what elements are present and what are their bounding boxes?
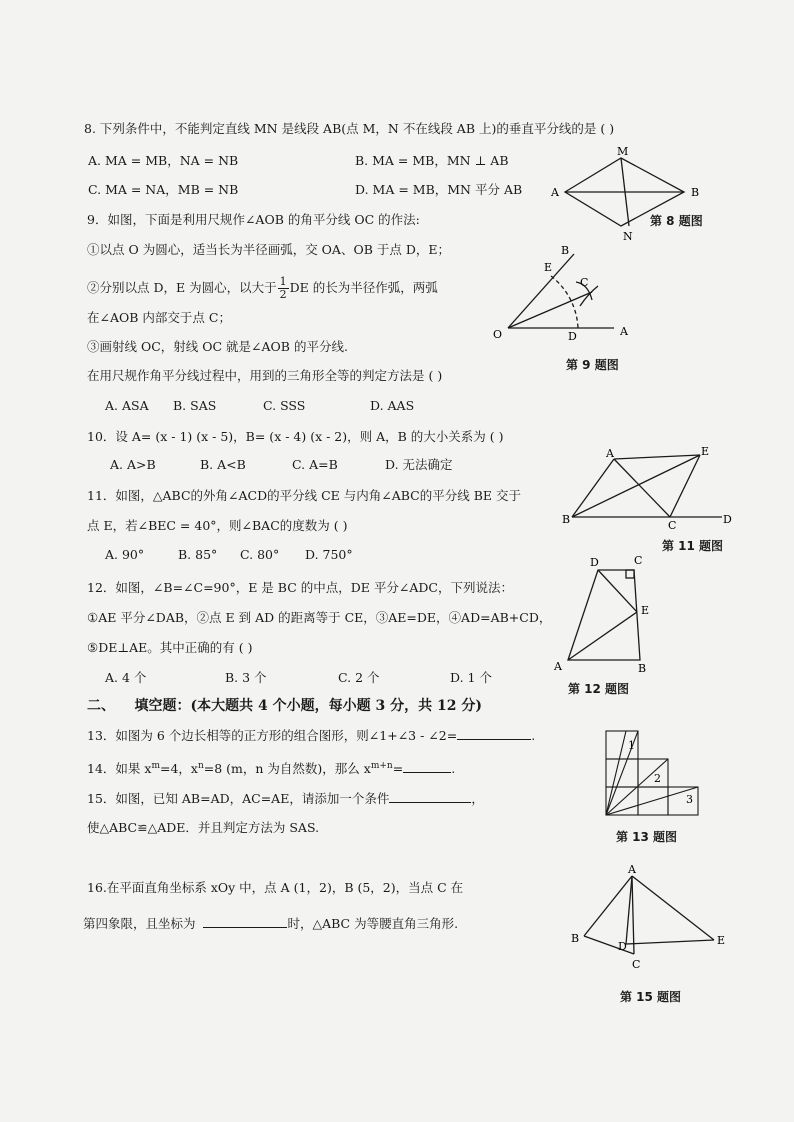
q12-option-d: D. 1 个 <box>450 670 492 685</box>
q11-label-d: D <box>723 513 732 526</box>
q13-answer-blank[interactable] <box>457 727 531 740</box>
q11-stem1: 11．如图，△ABC的外角∠ACD的平分线 CE 与内角∠ABC的平分线 BE 交于 <box>87 488 521 503</box>
q15-stem: 15．如图，已知 AB=AD，AC=AE，请添加一个条件 <box>87 791 390 806</box>
q10-stem: 10．设 A= (x - 1) (x - 5)，B= (x - 4) (x - 2)，则 A，B 的大小关系为 ( ) <box>87 429 504 444</box>
q14-tail: . <box>451 761 456 777</box>
q8-figure <box>545 146 715 246</box>
q11-segment-ae <box>614 455 700 459</box>
q13-figure <box>600 727 704 823</box>
q14-post: = <box>392 761 404 777</box>
q12-trapezoid <box>568 570 640 660</box>
q9-stem: 9．如图，下面是利用尺规作∠AOB 的角平分线 OC 的作法: <box>87 212 420 227</box>
q12-figure <box>548 552 663 677</box>
q8-option-b: B. MA = MB，MN ⊥ AB <box>355 153 509 168</box>
q10-option-d: D. 无法确定 <box>385 457 453 472</box>
q15-line1 <box>87 790 484 807</box>
q8-option-d: D. MA = MB，MN 平分 AB <box>355 182 523 197</box>
q14-line <box>87 758 455 777</box>
q9-option-a: A. ASA <box>105 398 149 413</box>
q9-label-c: C <box>580 276 589 289</box>
q9-option-c: C. SSS <box>263 398 306 413</box>
q9-step2 <box>87 276 438 301</box>
q12-right-angle-c <box>626 570 634 578</box>
q9-frac-num: 1 <box>279 275 287 288</box>
q15-segment-ad <box>626 876 632 944</box>
q8-label-n: N <box>623 230 633 243</box>
q11-caption: 第 11 题图 <box>662 539 724 553</box>
q15-figure <box>568 862 738 982</box>
q11-option-c: C. 80° <box>240 547 280 562</box>
section2-heading <box>87 698 482 714</box>
q11-stem2: 点 E，若∠BEC = 40°，则∠BAC的度数为 ( ) <box>87 518 348 533</box>
section2-num: 二、 <box>87 698 115 714</box>
q12-option-b: B. 3 个 <box>225 670 267 685</box>
q15-caption: 第 15 题图 <box>620 990 682 1004</box>
q12-segment-ae <box>568 612 637 660</box>
q11-label-b: B <box>562 513 571 526</box>
q16-stem: 16.在平面直角坐标系 xOy 中，点 A (1，2)，B (5，2)，当点 C 在 <box>87 880 464 895</box>
q8-label-a: A <box>551 186 559 199</box>
q14-pre: 14．如果 x <box>87 761 152 777</box>
q14-mid2: =8 (m，n 为自然数)，那么 x <box>203 761 371 777</box>
q9-step2-cont: 在∠AOB 内部交于点 C； <box>87 310 231 325</box>
q11-figure <box>560 445 740 535</box>
q9-option-d: D. AAS <box>370 398 415 413</box>
q9-frac-den: 2 <box>279 288 287 301</box>
q14-sup-n: n <box>197 761 204 771</box>
q15-label-e: E <box>717 934 726 947</box>
q15-segment-ab <box>584 876 632 936</box>
q11-segment-ce <box>670 455 700 517</box>
q8-label-b: B <box>691 186 700 199</box>
q14-mid1: =4，x <box>159 761 198 777</box>
q15-label-a: A <box>628 863 636 876</box>
q16-line2 <box>83 915 458 932</box>
q14-sup-m: m <box>151 761 160 771</box>
q9-step2-post: DE 的长为半径作弧，两弧 <box>289 280 438 295</box>
q11-segment-ba <box>572 459 614 517</box>
q13-line-a <box>606 731 626 815</box>
q9-question: 在用尺规作角平分线过程中，用到的三角形全等的判定方法是 ( ) <box>87 368 443 383</box>
q12-caption: 第 12 题图 <box>568 682 630 696</box>
q15-tail: ， <box>471 791 484 806</box>
q15-segment-ae <box>632 876 714 940</box>
q12-option-c: C. 2 个 <box>338 670 380 685</box>
q12-segment-de <box>598 570 637 612</box>
q9-label-b: B <box>561 244 570 257</box>
q13-label-2: 2 <box>654 772 661 785</box>
q13-tail: . <box>531 728 536 743</box>
q12-label-d: D <box>590 556 599 569</box>
q11-label-e: E <box>701 445 710 458</box>
q15-label-c: C <box>632 958 641 971</box>
q8-label-m: M <box>617 145 629 158</box>
q13-line <box>87 727 535 744</box>
q13-diagonal-3 <box>606 787 698 815</box>
q10-option-a: A. A>B <box>110 457 156 472</box>
q13-label-1: 1 <box>628 739 635 752</box>
q9-ray-ob <box>508 254 574 328</box>
q9-label-a: A <box>620 325 628 338</box>
q12-option-a: A. 4 个 <box>105 670 147 685</box>
q12-label-c: C <box>634 554 643 567</box>
q9-ray-oc <box>508 292 592 328</box>
q9-label-o: O <box>493 328 503 341</box>
q15-line2: 使△ABC≌△ADE．并且判定方法为 SAS. <box>87 820 320 835</box>
q11-option-d: D. 750° <box>305 547 353 562</box>
q15-segment-de <box>626 940 714 944</box>
q9-step2-pre: ②分别以点 D，E 为圆心，以大于 <box>87 280 277 295</box>
q14-sup-mn: m+n <box>370 761 393 771</box>
q9-option-b: B. SAS <box>173 398 217 413</box>
section2-title: 填空题：(本大题共 4 个小题，每小题 3 分，共 12 分) <box>134 698 482 714</box>
q9-fraction <box>278 276 289 301</box>
q11-segment-ac <box>614 459 670 517</box>
q14-answer-blank[interactable] <box>403 760 451 773</box>
q9-label-e: E <box>544 261 553 274</box>
q9-caption: 第 9 题图 <box>566 358 619 372</box>
q12-items1: ①AE 平分∠DAB，②点 E 到 AD 的距离等于 CE，③AE=DE，④AD=AB+CD， <box>87 610 552 625</box>
q9-arc-de <box>551 276 578 328</box>
q9-label-d: D <box>568 330 577 343</box>
q8-option-a: A. MA = MB，NA = NB <box>88 153 239 168</box>
q8-option-c: C. MA = NA，MB = NB <box>88 182 239 197</box>
q11-label-a: A <box>606 447 614 460</box>
q12-stem: 12．如图，∠B=∠C=90°，E 是 BC 的中点，DE 平分∠ADC，下列说法： <box>87 580 513 595</box>
q12-label-e: E <box>641 604 650 617</box>
q11-option-a: A. 90° <box>105 547 145 562</box>
q10-option-b: B. A<B <box>200 457 246 472</box>
q15-answer-blank[interactable] <box>389 790 471 803</box>
q9-figure <box>488 240 638 350</box>
q9-step1: ①以点 O 为圆心，适当长为半径画弧，交 OA、OB 于点 D，E； <box>87 242 450 257</box>
q11-option-b: B. 85° <box>178 547 218 562</box>
q15-label-d: D <box>618 940 627 953</box>
q8-caption: 第 8 题图 <box>650 214 703 228</box>
q13-stem: 13．如图为 6 个边长相等的正方形的组合图形，则∠1+∠3 - ∠2= <box>87 728 458 743</box>
q12-items2: ⑤DE⊥AE。其中正确的有 ( ) <box>87 640 253 655</box>
q13-caption: 第 13 题图 <box>616 830 678 844</box>
q11-label-c: C <box>668 519 677 532</box>
q15-segment-ac <box>632 876 634 954</box>
q16-pre: 第四象限，且坐标为 <box>83 916 196 931</box>
q12-label-b: B <box>638 662 647 675</box>
q16-answer-blank[interactable] <box>203 915 287 928</box>
q12-label-a: A <box>554 660 562 673</box>
q15-label-b: B <box>571 932 580 945</box>
q11-segment-be <box>572 455 700 517</box>
q16-post: 时，△ABC 为等腰直角三角形. <box>287 916 459 931</box>
q13-label-3: 3 <box>686 793 693 806</box>
q10-option-c: C. A=B <box>292 457 338 472</box>
q9-step3: ③画射线 OC，射线 OC 就是∠AOB 的平分线. <box>87 339 348 354</box>
q8-stem: 8. 下列条件中，不能判定直线 MN 是线段 AB(点 M，N 不在线段 AB 上)的垂直平分线的是 ( ) <box>84 121 615 136</box>
